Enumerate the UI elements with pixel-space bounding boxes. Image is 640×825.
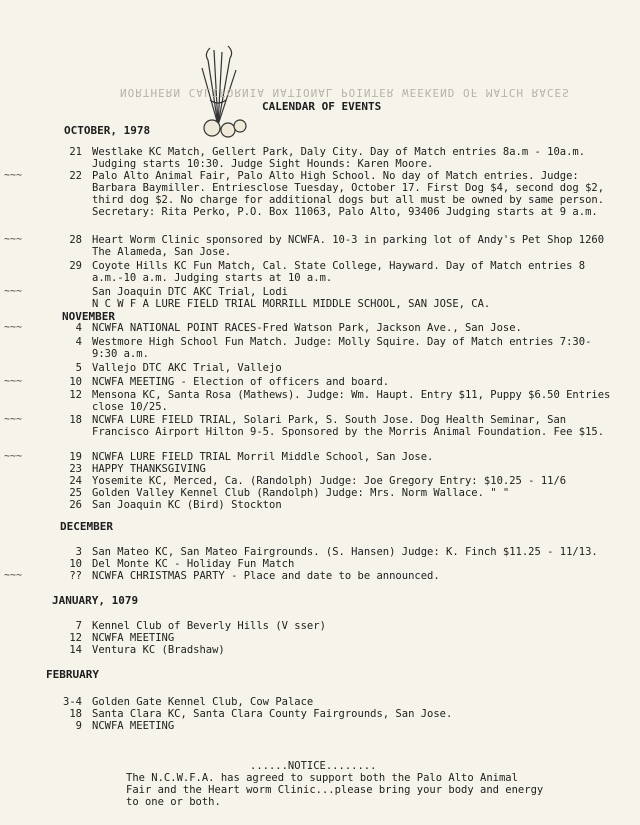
event-text: San Joaquin KC (Bird) Stockton bbox=[92, 499, 282, 511]
event-entry bbox=[40, 376, 620, 388]
event-text: NCWFA CHRISTMAS PARTY - Place and date to be announced. bbox=[92, 570, 440, 582]
event-entry bbox=[40, 475, 620, 487]
event-text: Westmore High School Fun Match. Judge: Molly Squire. Day of Match entries 7:30-9:30 a.m. bbox=[92, 336, 592, 360]
event-entry bbox=[40, 487, 620, 499]
event-text: Ventura KC (Bradshaw) bbox=[92, 644, 225, 656]
event-text: NCWFA LURE FIELD TRIAL, Solari Park, S. South Jose. Dog Health Seminar, San Francisco Airport Hilton 9-5. Sponsored by the Morris Animal Foundation. Fee $15. bbox=[92, 414, 605, 438]
event-text: San Joaquin DTC AKC Trial, Lodi bbox=[92, 286, 288, 298]
event-entry bbox=[40, 286, 620, 298]
month-heading-february: FEBRUARY bbox=[46, 668, 99, 681]
event-entry bbox=[40, 632, 620, 644]
hand-mark-icon: ~~~ bbox=[4, 286, 23, 297]
event-day: 22 bbox=[69, 170, 82, 182]
event-day: 4 bbox=[75, 322, 82, 334]
event-entry bbox=[40, 696, 620, 708]
event-text: Golden Gate Kennel Club, Cow Palace bbox=[92, 696, 314, 708]
event-day: 18 bbox=[69, 414, 82, 426]
month-heading-january: JANUARY, 1079 bbox=[52, 594, 139, 607]
event-entry bbox=[40, 708, 620, 720]
event-text: Heart Worm Clinic sponsored by NCWFA. 10-3 in parking lot of Andy's Pet Shop 1260 The Alameda, San Jose. bbox=[92, 234, 605, 258]
notice-text: The N.C.W.F.A. has agreed to support both the Palo Alto Animal Fair and the Heart worm Clinic...please bring your body and energy to one or both. bbox=[126, 772, 544, 808]
hand-mark-icon: ~~~ bbox=[4, 376, 23, 387]
event-day: 3-4 bbox=[63, 696, 82, 708]
event-entry bbox=[40, 414, 620, 438]
event-entry bbox=[40, 389, 620, 413]
event-text: Mensona KC, Santa Rosa (Mathews). Judge: Wm. Haupt. Entry $11, Puppy $6.50 Entries close 10/25. bbox=[92, 389, 611, 413]
event-entry bbox=[40, 234, 620, 258]
event-text: Vallejo DTC AKC Trial, Vallejo bbox=[92, 362, 282, 374]
event-day: 29 bbox=[69, 260, 82, 272]
event-entry bbox=[40, 336, 620, 360]
notice-heading: ......NOTICE........ bbox=[250, 760, 377, 772]
event-day: 28 bbox=[69, 234, 82, 246]
event-text: NCWFA MEETING bbox=[92, 720, 175, 732]
event-day: 18 bbox=[69, 708, 82, 720]
event-day: 12 bbox=[69, 632, 82, 644]
event-text: NCWFA MEETING - Election of officers and board. bbox=[92, 376, 390, 388]
event-text: Coyote Hills KC Fun Match, Cal. State College, Hayward. Day of Match entries 8 a.m.-10 a.m. Judging starts at 10 a.m. bbox=[92, 260, 586, 284]
event-day: 5 bbox=[75, 362, 82, 374]
event-text: Golden Valley Kennel Club (Randolph) Judge: Mrs. Norm Wallace. " " bbox=[92, 487, 510, 499]
event-text: Del Monte KC - Holiday Fun Match bbox=[92, 558, 295, 570]
event-text: NCWFA NATIONAL POINT RACES-Fred Watson Park, Jackson Ave., San Jose. bbox=[92, 322, 522, 334]
event-day: 24 bbox=[69, 475, 82, 487]
event-day: 25 bbox=[69, 487, 82, 499]
event-entry bbox=[40, 170, 620, 218]
event-text: Westlake KC Match, Gellert Park, Daly City. Day of Match entries 8a.m - 10a.m. Judging starts 10:30. Judge Sight Hounds: Karen Moore. bbox=[92, 146, 586, 170]
event-day: 19 bbox=[69, 451, 82, 463]
event-entry bbox=[40, 720, 620, 732]
event-day: ?? bbox=[69, 570, 82, 582]
event-day: 26 bbox=[69, 499, 82, 511]
event-entry bbox=[40, 558, 620, 570]
ghost-header-text: NORTHERN CALIFORNIA NATIONAL POINTER WEEKEND OF MATCH RACES bbox=[120, 86, 570, 99]
event-day: 23 bbox=[69, 463, 82, 475]
event-day: 12 bbox=[69, 389, 82, 401]
event-day: 21 bbox=[69, 146, 82, 158]
hand-mark-icon: ~~~ bbox=[4, 234, 23, 245]
hand-mark-icon: ~~~ bbox=[4, 451, 23, 462]
event-day: 14 bbox=[69, 644, 82, 656]
event-text: Palo Alto Animal Fair, Palo Alto High School. No day of Match entries. Judge: Barbara Baymiller. Entriesclose Tuesday, October 17. First Dog $4, second dog $2, third dog $2. No charge for additional dogs but all must be owned by same person. Secretary: Rita Perko, P.O. Box 11063, Palo Alto, 93406 Judging starts at 9 a.m. bbox=[92, 170, 605, 218]
event-entry bbox=[40, 499, 620, 511]
event-entry bbox=[40, 260, 620, 284]
event-entry bbox=[40, 362, 620, 374]
event-entry bbox=[40, 298, 620, 310]
event-entry bbox=[40, 451, 620, 463]
event-entry bbox=[40, 322, 620, 334]
page-title: CALENDAR OF EVENTS bbox=[262, 100, 382, 113]
event-text: Kennel Club of Beverly Hills (V sser) bbox=[92, 620, 326, 632]
event-entry bbox=[40, 570, 620, 582]
event-day: 7 bbox=[75, 620, 82, 632]
event-text: NCWFA LURE FIELD TRIAL Morril Middle School, San Jose. bbox=[92, 451, 434, 463]
event-day: 10 bbox=[69, 558, 82, 570]
month-heading-november: NOVEMBER bbox=[62, 310, 115, 323]
event-entry bbox=[40, 463, 620, 475]
event-day: 10 bbox=[69, 376, 82, 388]
hand-mark-icon: ~~~ bbox=[4, 570, 23, 581]
event-text: N C W F A LURE FIELD TRIAL MORRILL MIDDLE SCHOOL, SAN JOSE, CA. bbox=[92, 298, 491, 310]
event-entry bbox=[40, 546, 620, 558]
event-entry bbox=[40, 644, 620, 656]
hand-mark-icon: ~~~ bbox=[4, 322, 23, 333]
hand-mark-icon: ~~~ bbox=[4, 170, 23, 181]
event-text: Yosemite KC, Merced, Ca. (Randolph) Judge: Joe Gregory Entry: $10.25 - 11/6 bbox=[92, 475, 567, 487]
event-day: 3 bbox=[75, 546, 82, 558]
event-text: San Mateo KC, San Mateo Fairgrounds. (S. Hansen) Judge: K. Finch $11.25 - 11/13. bbox=[92, 546, 598, 558]
hand-mark-icon: ~~~ bbox=[4, 414, 23, 425]
event-text: Santa Clara KC, Santa Clara County Fairgrounds, San Jose. bbox=[92, 708, 453, 720]
event-text: NCWFA MEETING bbox=[92, 632, 175, 644]
event-day: 4 bbox=[75, 336, 82, 348]
event-day: 9 bbox=[75, 720, 82, 732]
event-entry bbox=[40, 620, 620, 632]
month-heading-december: DECEMBER bbox=[60, 520, 113, 533]
event-text: HAPPY THANKSGIVING bbox=[92, 463, 206, 475]
month-heading-october: OCTOBER, 1978 bbox=[64, 124, 151, 137]
event-entry bbox=[40, 146, 620, 170]
